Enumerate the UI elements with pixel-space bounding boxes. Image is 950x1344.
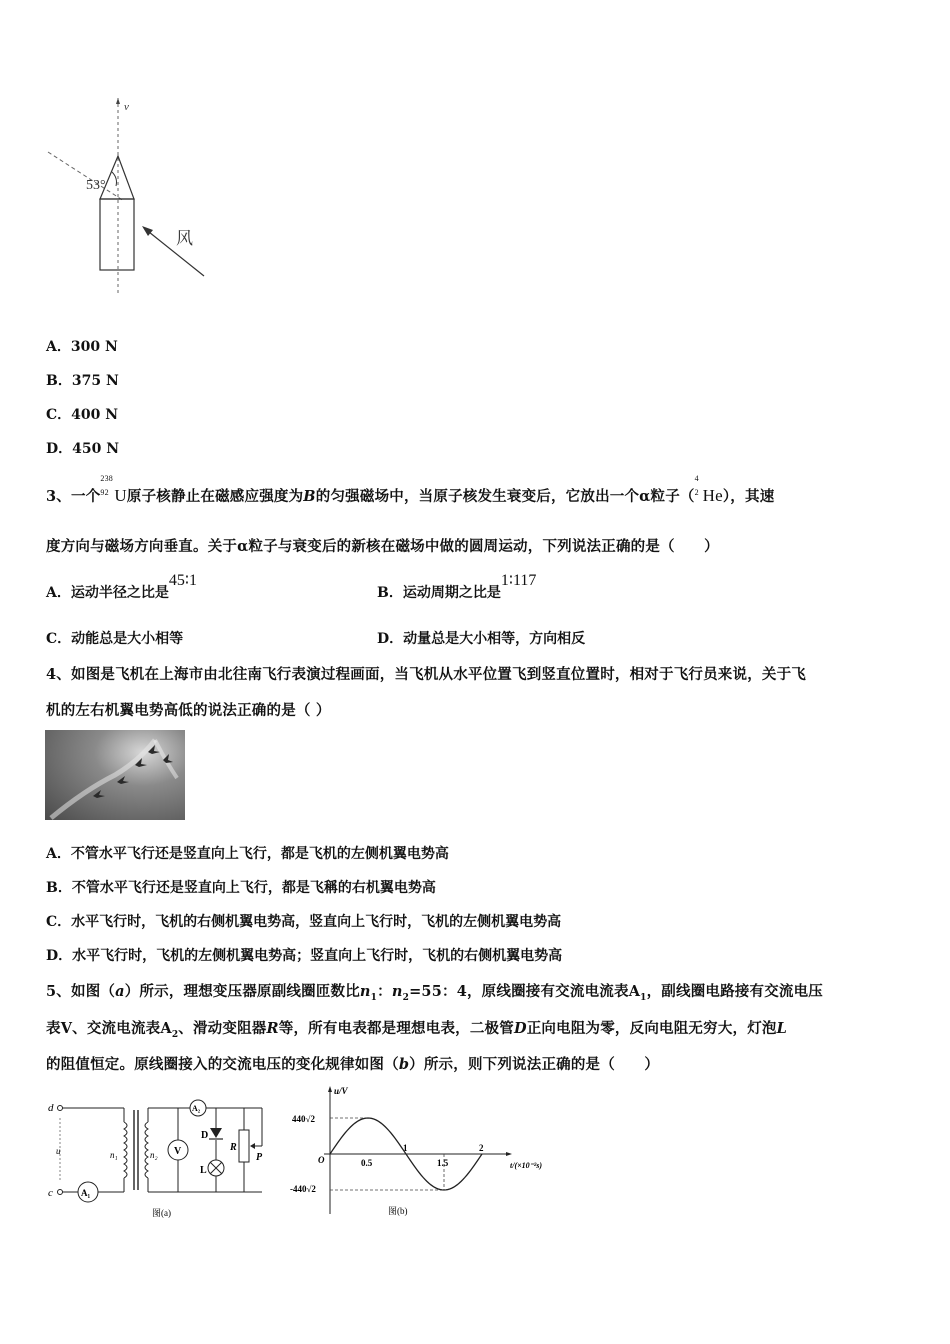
q2-option-c[interactable]: C．400 N	[46, 407, 119, 423]
q4-option-c[interactable]: C．水平飞行时，飞机的右侧机翼电势高，竖直向上飞行时，飞机的左侧机翼电势高	[46, 914, 562, 930]
x-axis-label: t/(×10⁻²s)	[510, 1161, 543, 1170]
q2-option-b[interactable]: B．375 N	[46, 373, 119, 389]
lamp-label: L	[200, 1165, 207, 1176]
axis-arrow-icon	[116, 98, 120, 104]
label-d: d	[48, 1102, 54, 1114]
q4-option-b[interactable]: B．不管水平飞行还是竖直向上飞行，都是飞稱的右机翼电势高	[46, 880, 436, 896]
uranium-nuclide: 238 92 U	[100, 474, 127, 505]
meter-a2-label: A₂	[192, 1104, 201, 1113]
airshow-photo-drawing	[45, 730, 185, 820]
q3-option-c[interactable]: C．动能总是大小相等	[46, 631, 184, 647]
label-u: u	[56, 1146, 61, 1156]
terminal-d	[58, 1106, 63, 1111]
kite-body-rect	[100, 199, 134, 270]
slider-arrow-icon	[250, 1143, 255, 1149]
label-n1: n₁	[110, 1150, 118, 1160]
q5-stem-line3: 的阻值恒定。原线圈接入的交流电压的变化规律如图（b）所示，则下列说法正确的是（ ）	[46, 1056, 660, 1073]
airshow-photo	[45, 730, 185, 820]
dashed-normal-line	[48, 152, 124, 201]
q3-stem-line1: 3、一个 238 92 U原子核静止在磁感应强度为B的匀强磁场中，当原子核发生衰变后，它放出一个α粒子（ 4 2 He），其速	[46, 474, 775, 505]
q3-option-a[interactable]: A．运动半径之比是45∶1	[46, 572, 198, 601]
label-c: c	[48, 1187, 53, 1199]
slider-label: P	[256, 1152, 263, 1163]
wind-arrow-line	[144, 228, 204, 276]
caption-b: 图(b)	[388, 1206, 408, 1216]
y-axis-arrow-icon	[328, 1086, 332, 1092]
q4-stem-line2: 机的左右机翼电势高低的说法正确的是（ ）	[46, 702, 331, 719]
x-tick-labels	[361, 1143, 484, 1168]
q3-option-d[interactable]: D．动量总是大小相等，方向相反	[377, 631, 586, 647]
diode-icon	[210, 1128, 222, 1138]
circuit-diagram	[44, 1092, 274, 1222]
angle-arc	[112, 172, 117, 186]
q5-stem-line2: 表V、交流电流表$A_2$、滑动变阻器R等，所有电表都是理想电表，二极管D正向电阻为零，反向电阻无穷大，灯泡L	[46, 1020, 788, 1040]
q3-stem-line2: 度方向与磁场方向垂直。关于α粒子与衰变后的新核在磁场中做的圆周运动，下列说法正确的是（ ）	[46, 538, 719, 555]
y-tick-negative: -440√2	[290, 1184, 316, 1194]
meter-v-label: V	[174, 1146, 182, 1157]
q5-stem-line1: 5、如图（a）所示，理想变压器原副线圈匝数比$n_1$：$n_2=55$：4，原线圈接有交流电流表$A_1$，副线圈电路接有交流电压	[46, 983, 824, 1003]
q4-option-d[interactable]: D．水平飞行时，飞机的左侧机翼电势高；竖直向上飞行时，飞机的右侧机翼电势高	[46, 948, 563, 964]
voltage-graph	[288, 1084, 558, 1224]
x-tick-label: 1.5	[437, 1158, 449, 1168]
helium-nuclide: 4 2 He	[694, 474, 723, 505]
x-axis-arrow-icon	[506, 1152, 512, 1156]
q2-option-a[interactable]: A．300 N	[46, 339, 118, 355]
caption-a: 图(a)	[152, 1208, 171, 1218]
y-axis-label: u/V	[334, 1086, 348, 1096]
label-n2: n₂	[150, 1150, 158, 1160]
terminal-c	[58, 1190, 63, 1195]
meter-a1-label: A₁	[81, 1188, 91, 1198]
q4-option-a[interactable]: A．不管水平飞行还是竖直向上飞行，都是飞机的左侧机翼电势高	[46, 846, 449, 862]
diode-label: D	[201, 1130, 209, 1141]
q4-stem-line1: 4、如图是飞机在上海市由北往南飞行表演过程画面，当飞机从水平位置飞到竖直位置时，相对于飞行员来说，关于飞	[46, 666, 806, 683]
x-tick-label: 0.5	[361, 1158, 373, 1168]
rheostat-label: R	[230, 1142, 237, 1153]
wind-force-figure	[40, 90, 240, 305]
angle-label: 53°	[86, 178, 106, 193]
q3-option-b[interactable]: B．运动周期之比是1∶117	[377, 572, 537, 601]
x-tick-label: 1	[403, 1143, 408, 1153]
origin-label: O	[318, 1155, 325, 1165]
q2-option-d[interactable]: D．450 N	[46, 441, 120, 457]
y-tick-positive: 440√2	[292, 1114, 315, 1124]
x-tick-label: 2	[479, 1143, 484, 1153]
axis-v-label: v	[124, 101, 129, 113]
wind-label: 风	[176, 229, 193, 249]
